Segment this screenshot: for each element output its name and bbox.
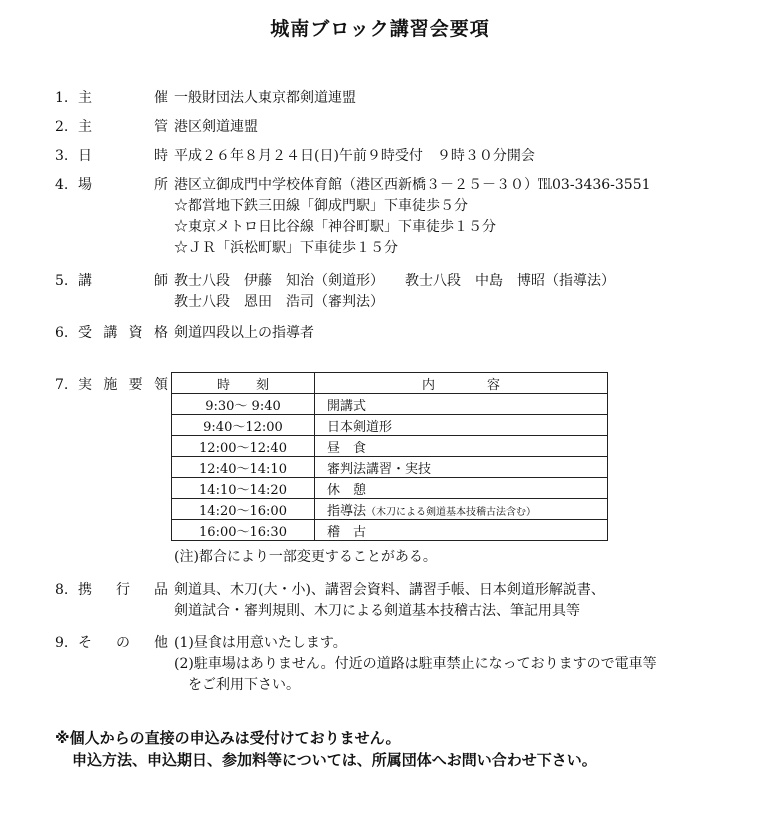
- label-char: 主: [78, 119, 92, 135]
- row-content-text: 指導法: [327, 503, 367, 519]
- label-char: 実: [78, 377, 92, 393]
- table-row: [172, 478, 608, 499]
- item-label: [78, 271, 168, 291]
- row-content-text: 日本剣道形: [327, 419, 393, 435]
- item-value: 一般財団法人東京都剣道連盟: [174, 90, 356, 106]
- row-content: [315, 478, 608, 499]
- table-row: [172, 394, 608, 415]
- table-row: [172, 520, 608, 541]
- table-row: [172, 457, 608, 478]
- row-time: 16:00～16:30: [172, 520, 315, 541]
- item-number: 6.: [55, 325, 69, 341]
- other-line: (2)駐車場はありません。付近の道路は駐車禁止になっておりますので電車等: [174, 656, 657, 672]
- header-time: 時 刻: [172, 373, 315, 394]
- item-value: 港区剣道連盟: [174, 119, 258, 135]
- item-label: [78, 146, 168, 166]
- item-number: 1.: [55, 90, 69, 106]
- label-char: 施: [103, 377, 118, 393]
- table-header-row: [172, 373, 608, 394]
- item-label: [78, 580, 168, 600]
- item-value: 剣道具、木刀(大・小)、講習会資料、講習手帳、日本剣道形解説書、: [174, 582, 605, 598]
- access-line: ☆ＪＲ「浜松町駅」下車徒歩１５分: [174, 240, 398, 256]
- item-label: [78, 375, 168, 395]
- label-char: 場: [78, 177, 92, 193]
- label-char: 携: [78, 582, 92, 598]
- row-content: [315, 499, 608, 520]
- label-char: 品: [154, 582, 168, 598]
- access-line: ☆東京メトロ日比谷線「神谷町駅」下車徒歩１５分: [174, 219, 496, 235]
- label-char: 受: [78, 325, 92, 341]
- item-number: 7.: [55, 377, 69, 393]
- item-value: 教士八段 伊藤 知治（剣道形） 教士八段 中島 博昭（指導法）: [174, 273, 615, 289]
- row-content-text: 休 憩: [327, 482, 367, 498]
- item-value: (1)昼食は用意いたします。: [174, 635, 347, 651]
- item-label: [78, 117, 168, 137]
- item-label: [78, 175, 168, 195]
- row-content: [315, 457, 608, 478]
- item-label: [78, 88, 168, 108]
- row-content: [315, 415, 608, 436]
- row-time: 9:30～ 9:40: [172, 394, 315, 415]
- schedule-table: [171, 372, 608, 541]
- item-value: 港区立御成門中学校体育館（港区西新橋３－２５－３０）℡03‐3436‐3551: [174, 177, 651, 193]
- label-char: 講: [103, 325, 118, 341]
- item-number: 4.: [55, 177, 69, 193]
- row-content: [315, 520, 608, 541]
- notice-line: ※個人からの直接の申込みは受付けておりません。: [55, 729, 401, 747]
- label-char: 講: [78, 273, 92, 289]
- row-time: 14:20～16:00: [172, 499, 315, 520]
- table-row: [172, 415, 608, 436]
- header-content: 内 容: [315, 373, 608, 394]
- row-content-note: （木刀による剣道基本技稽古法含む）: [366, 506, 537, 518]
- label-char: 領: [153, 377, 168, 393]
- label-char: 時: [154, 148, 168, 164]
- row-content-text: 審判法講習・実技: [327, 461, 432, 477]
- row-time: 9:40～12:00: [172, 415, 315, 436]
- item-value: 剣道四段以上の指導者: [174, 325, 314, 341]
- row-content: [315, 436, 608, 457]
- row-time: 12:00～12:40: [172, 436, 315, 457]
- notice-line: 申込方法、申込期日、参加料等については、所属団体へお問い合わせ下さい。: [72, 751, 597, 769]
- label-char: 日: [78, 148, 92, 164]
- lecturer-line: 教士八段 恩田 浩司（審判法）: [174, 294, 384, 310]
- label-char: 主: [78, 90, 92, 106]
- schedule-footnote: (注)都合により一部変更することがある。: [174, 549, 437, 565]
- item-label: [78, 323, 168, 343]
- access-line: ☆都営地下鉄三田線「御成門駅」下車徒歩５分: [174, 198, 468, 214]
- table-row: [172, 436, 608, 457]
- label-char: 催: [154, 90, 168, 106]
- item-value: 平成２６年８月２４日(日)午前９時受付 ９時３０分開会: [174, 148, 535, 164]
- item-label: [78, 633, 168, 653]
- label-char: 行: [116, 582, 130, 598]
- row-content-text: 稽 古: [327, 524, 367, 540]
- label-char: 管: [154, 119, 168, 135]
- row-time: 14:10～14:20: [172, 478, 315, 499]
- label-char: 所: [154, 177, 168, 193]
- page-title: 城南ブロック講習会要項: [270, 18, 490, 40]
- table-row: [172, 499, 608, 520]
- row-content-text: 開講式: [327, 398, 367, 414]
- item-number: 8.: [55, 582, 69, 598]
- label-char: 他: [154, 635, 168, 651]
- item-number: 3.: [55, 148, 69, 164]
- other-line: をご利用下さい。: [174, 677, 300, 693]
- label-char: 師: [154, 273, 168, 289]
- belongings-line: 剣道試合・審判規則、木刀による剣道基本技稽古法、筆記用具等: [174, 603, 580, 619]
- row-content-text: 昼 食: [327, 440, 367, 456]
- label-char: そ: [78, 635, 92, 651]
- label-char: 格: [153, 325, 168, 341]
- row-content: [315, 394, 608, 415]
- label-char: 資: [128, 325, 143, 341]
- item-number: 9.: [55, 635, 69, 651]
- label-char: の: [116, 635, 130, 651]
- item-number: 2.: [55, 119, 69, 135]
- item-number: 5.: [55, 273, 69, 289]
- row-time: 12:40～14:10: [172, 457, 315, 478]
- label-char: 要: [128, 377, 143, 393]
